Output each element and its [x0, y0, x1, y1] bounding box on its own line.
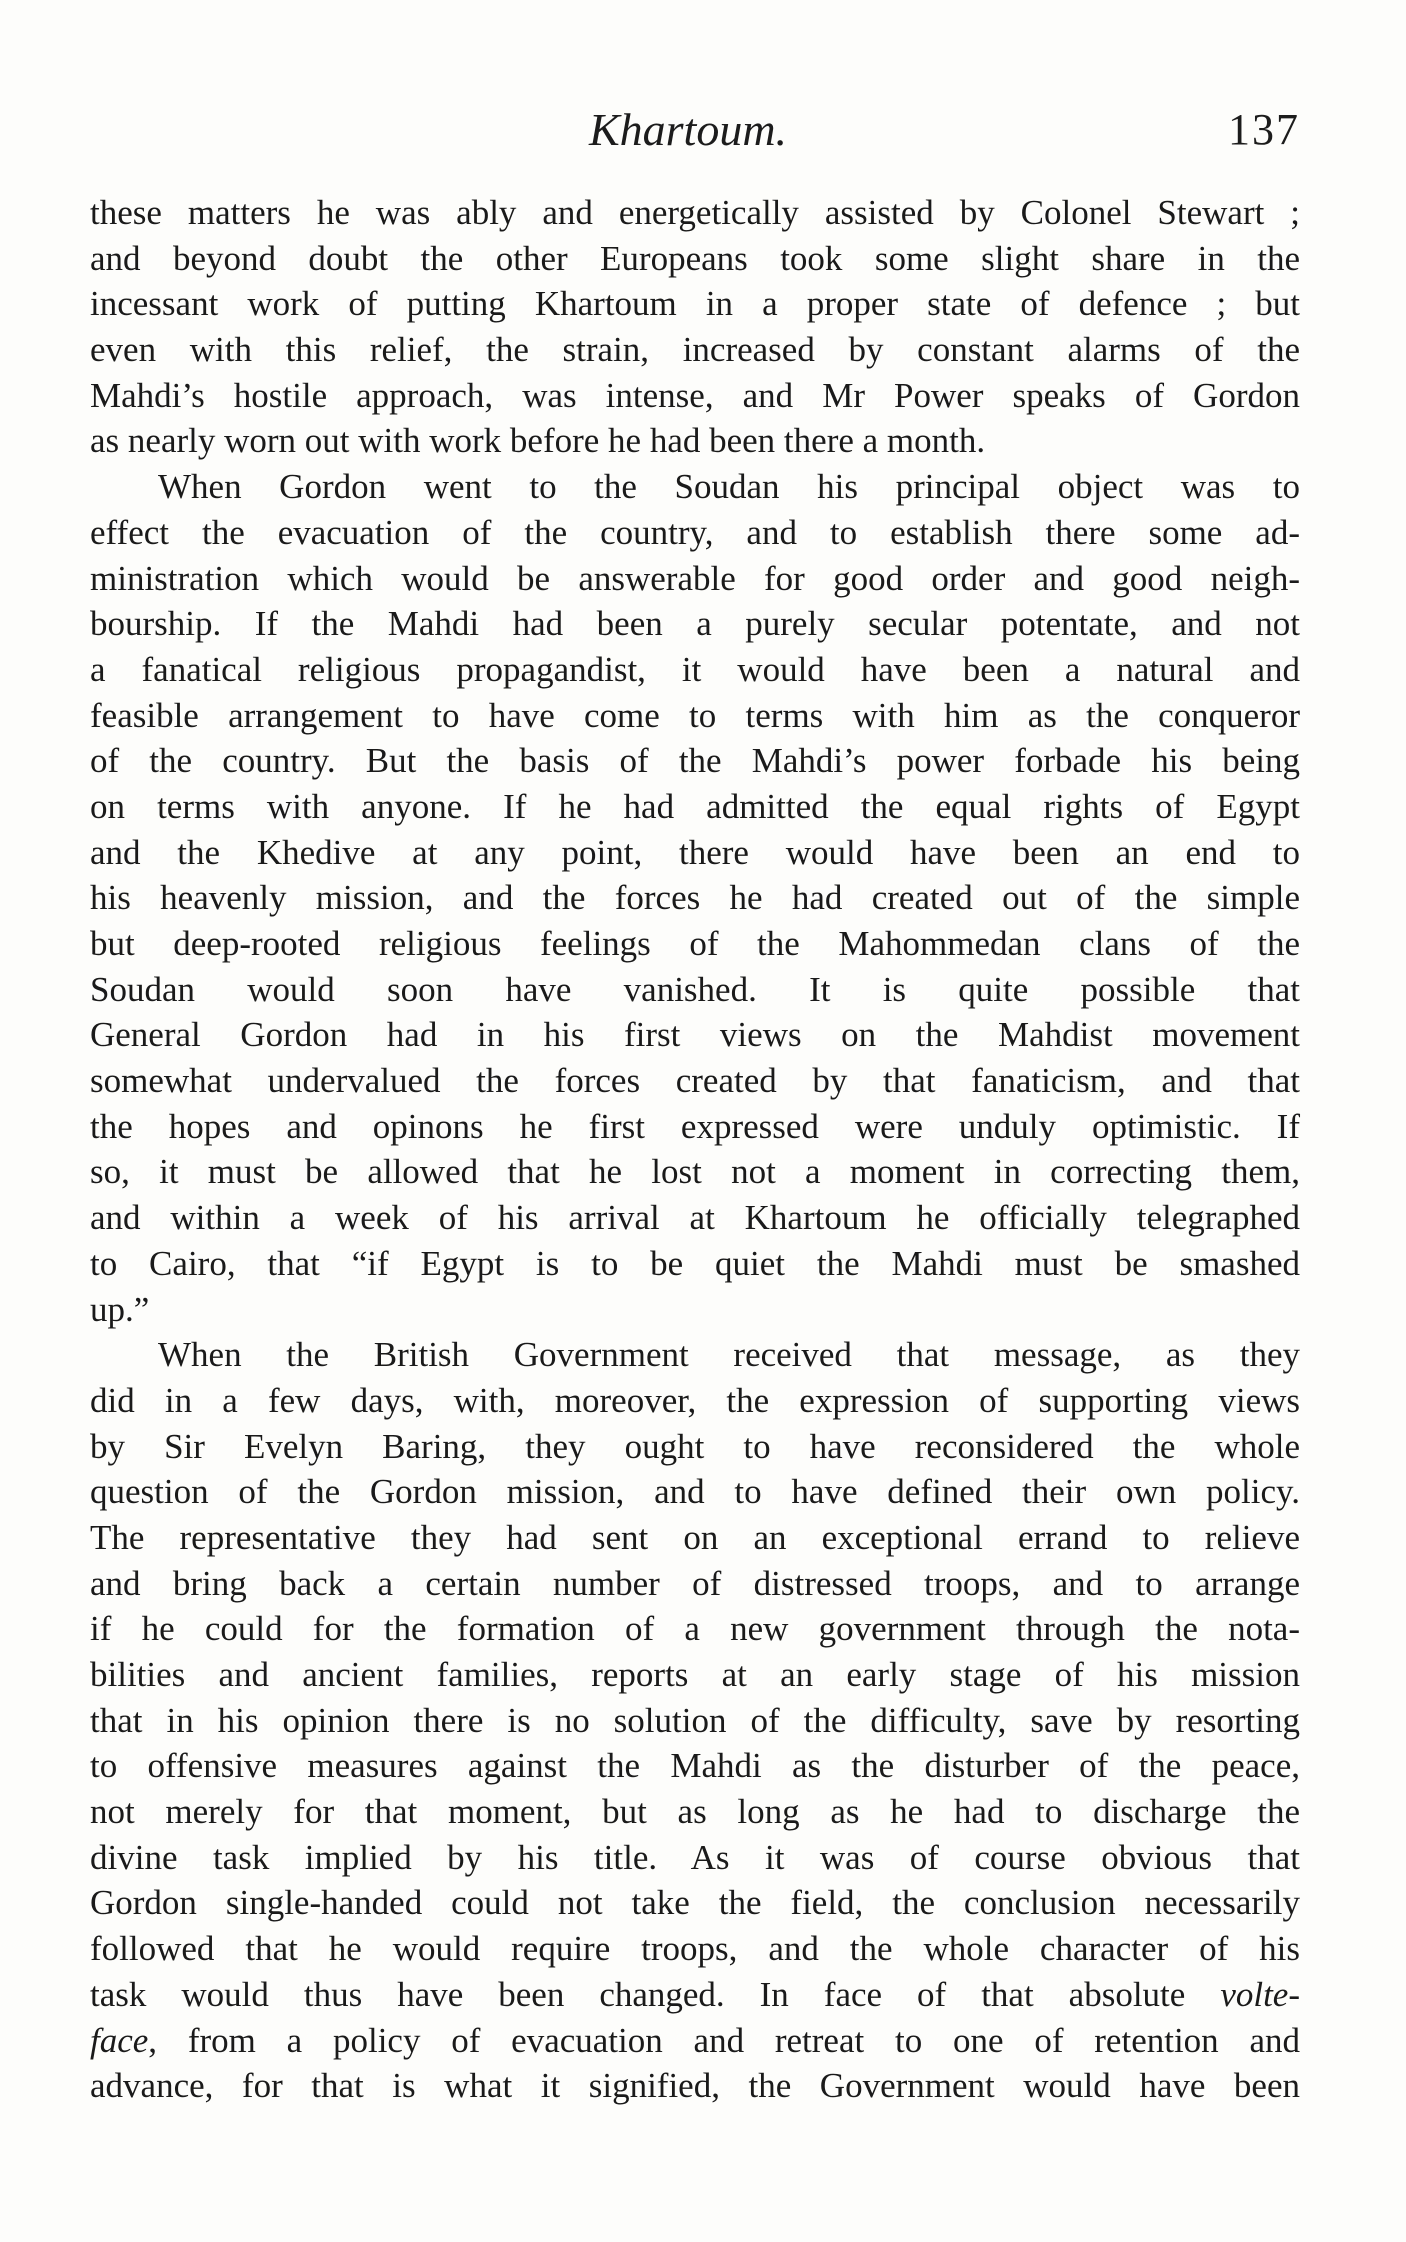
text-line: Soudan would soon have vanished. It is quite possible that	[90, 969, 1300, 1009]
text-line: question of the Gordon mission, and to have defined their own policy.	[90, 1472, 1300, 1512]
text-line: of the country. But the basis of the Mahdi’s power forbade his being	[90, 741, 1300, 781]
text-line: up.”	[90, 1289, 150, 1329]
body-text	[90, 190, 1300, 2109]
paragraph-2	[90, 464, 1300, 1332]
text-line: bourship. If the Mahdi had been a purely secular potentate, and not	[90, 604, 1300, 644]
text-line: and bring back a certain number of distressed troops, and to arrange	[90, 1563, 1300, 1603]
text-line: Mahdi’s hostile approach, was intense, and Mr Power speaks of Gordon	[90, 375, 1300, 415]
line-text: , from a policy of evacuation and retreat to one of retention and	[148, 2020, 1300, 2060]
text-line: and beyond doubt the other Europeans took some slight share in the	[90, 238, 1300, 278]
text-line: on terms with anyone. If he had admitted the equal rights of Egypt	[90, 786, 1300, 826]
text-line: When Gordon went to the Soudan his principal object was to	[158, 467, 1300, 507]
text-line: if he could for the formation of a new government through the nota-	[90, 1609, 1300, 1649]
text-line: a fanatical religious propagandist, it would have been a natural and	[90, 649, 1300, 689]
text-line: and within a week of his arrival at Khartoum he officially telegraphed	[90, 1198, 1300, 1238]
text-line: effect the evacuation of the country, and to establish there some ad-	[90, 512, 1300, 552]
text-line: not merely for that moment, but as long as he had to discharge the	[90, 1792, 1300, 1832]
text-line: bilities and ancient families, reports at an early stage of his mission	[90, 1655, 1300, 1694]
text-line: to Cairo, that “if Egypt is to be quiet the Mahdi must be smashed	[90, 1243, 1300, 1283]
text-line: and the Khedive at any point, there would have been an end to	[90, 832, 1300, 872]
text-line: Gordon single-handed could not take the field, the conclusion necessarily	[90, 1883, 1300, 1923]
running-head	[88, 100, 1300, 160]
italic-word: volte-	[1220, 1974, 1300, 2014]
italic-word: face	[90, 2020, 149, 2060]
text-line: followed that he would require troops, and the whole character of his	[90, 1929, 1300, 1969]
text-line: When the British Government received that message, as they	[158, 1335, 1300, 1375]
text-line: The representative they had sent on an exceptional errand to relieve	[90, 1517, 1300, 1557]
text-line: his heavenly mission, and the forces he had created out of the simple	[90, 878, 1300, 918]
text-line: somewhat undervalued the forces created by that fanaticism, and that	[90, 1061, 1300, 1101]
text-line: incessant work of putting Khartoum in a proper state of defence ; but	[90, 284, 1300, 324]
text-line: the hopes and opinons he first expressed were unduly optimistic. If	[90, 1106, 1300, 1146]
paragraph-1	[90, 190, 1300, 464]
text-line: but deep-rooted religious feelings of the Mahommedan clans of the	[90, 924, 1300, 963]
line-text: task would thus have been changed. In face of that absolute	[90, 1974, 1221, 2014]
text-line: ministration which would be answerable for good order and good neigh-	[90, 558, 1300, 598]
text-line-with-italic	[90, 1972, 1300, 2018]
text-line: feasible arrangement to have come to terms with him as the conqueror	[90, 695, 1300, 735]
page-number: 137	[1228, 105, 1300, 154]
text-line: by Sir Evelyn Baring, they ought to have reconsidered the whole	[90, 1426, 1300, 1466]
text-line: even with this relief, the strain, increased by constant alarms of the	[90, 330, 1300, 370]
text-line: as nearly worn out with work before he had been there a month.	[90, 421, 986, 461]
text-line: divine task implied by his title. As it was of course obvious that	[90, 1837, 1300, 1877]
paragraph-3	[90, 1332, 1300, 2109]
text-line: did in a few days, with, moreover, the expression of supporting views	[90, 1380, 1300, 1420]
running-title: Khartoum.	[588, 104, 788, 155]
text-line: General Gordon had in his first views on the Mahdist movement	[90, 1015, 1300, 1055]
text-line: that in his opinion there is no solution of the difficulty, save by resorting	[90, 1700, 1300, 1740]
text-line: these matters he was ably and energetically assisted by Colonel Stewart ;	[90, 193, 1300, 232]
text-line-with-italic	[90, 2018, 1300, 2064]
text-line: to offensive measures against the Mahdi as the disturber of the peace,	[90, 1746, 1300, 1786]
text-line: advance, for that is what it signified, the Government would have been	[90, 2066, 1300, 2106]
text-line: so, it must be allowed that he lost not a moment in correcting them,	[90, 1152, 1300, 1192]
